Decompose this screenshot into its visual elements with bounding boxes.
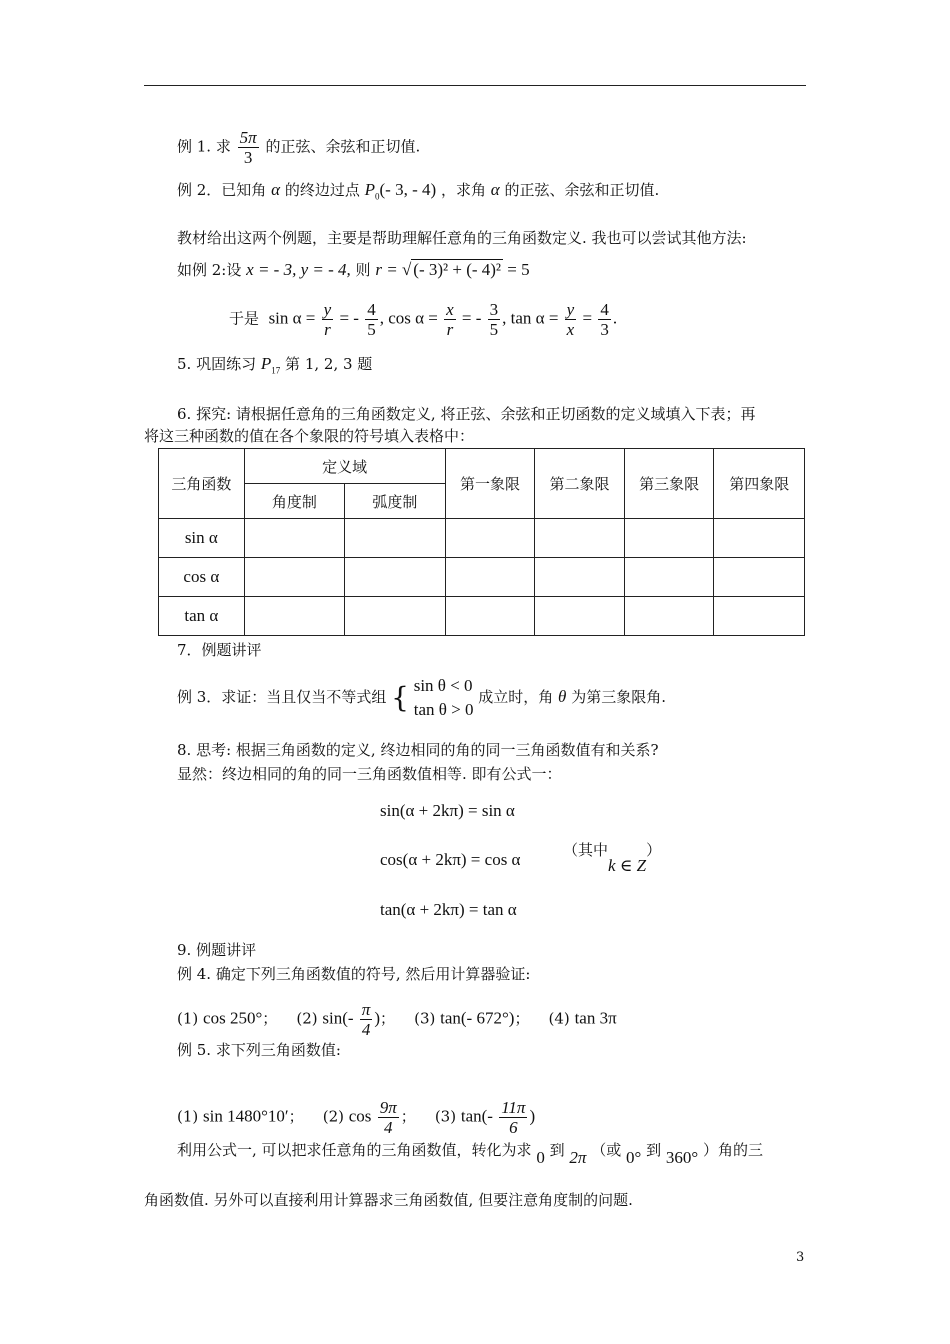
table-cell	[244, 558, 345, 597]
table-cell	[624, 597, 714, 636]
formula-tan: tan(α + 2kπ) = tan α	[380, 900, 517, 919]
table-cell	[244, 597, 345, 636]
item-7: 7．例题讲评	[177, 641, 262, 659]
example-5-items: (1) sin 1480°10′； (2) cos $\frac{9\pi}{4}$ ； (3) tan(- $\frac{11\pi}{6}$ )	[177, 1098, 536, 1137]
table-cell	[714, 558, 805, 597]
table-cell	[535, 558, 625, 597]
table-cell	[445, 519, 535, 558]
paragraph-last-line-1: 利用公式一, 可以把求任意角的三角函数值，转化为求 0 到 2π （或 0° 到 360° ）角的三	[177, 1141, 764, 1167]
item-9: 9. 例题讲评	[177, 941, 257, 959]
header-quadrant-4: 第四象限	[714, 449, 805, 519]
item-8-line-2: 显然：终边相同的角的同一三角函数值相等. 即有公式一：	[177, 765, 562, 783]
header-domain: 定义域	[244, 449, 445, 484]
header-quadrant-1: 第一象限	[445, 449, 535, 519]
trig-values-line: 于是 sin α = $\frac{y}{r}$ = - $\frac{4}{5}$ , cos α = $\frac{x}{r}$ = - $\frac{3}{5}$ , tan α = $\frac{y}{x}$ = $\frac{4}{3}$ .	[229, 300, 618, 339]
paragraph-last-line-2: 角函数值. 另外可以直接利用计算器求三角函数值, 但要注意角度制的问题.	[144, 1191, 633, 1209]
table-cell	[345, 558, 446, 597]
header-radian: 弧度制	[345, 484, 446, 519]
example-2-solution: 如例 2:设 x = - 3, y = - 4, 则 r = √ (- 3)² + (- 4)² = 5	[177, 260, 530, 279]
formula-note: （其中k ∈ Z）	[563, 841, 662, 875]
page-number: 3	[796, 1250, 805, 1265]
example-2: 例 2．已知角 α 的终边过点 $P_0(-$ 3, - 4) ，求角 α 的正弦、余弦和正切值.	[177, 180, 660, 202]
table-cell	[445, 558, 535, 597]
sign-table	[158, 448, 805, 636]
row-cos: cos α	[159, 558, 245, 597]
table-cell	[445, 597, 535, 636]
example-4-items: (1) cos 250°； (2) sin(- $\frac{\pi}{4}$ )； (3) tan(- 672°)； (4) tan 3π	[177, 1000, 617, 1039]
table-cell	[535, 519, 625, 558]
item-5-practice: 5. 巩固练习 $P_{17}$ 第 1, 2, 3 题	[177, 354, 373, 376]
table-cell	[714, 519, 805, 558]
table-cell	[624, 558, 714, 597]
table-cell	[624, 519, 714, 558]
formula-cos: cos(α + 2kπ) = cos α	[380, 850, 521, 869]
header-quadrant-3: 第三象限	[624, 449, 714, 519]
table-cell	[345, 597, 446, 636]
paragraph-intro: 教材给出这两个例题，主要是帮助理解任意角的三角函数定义. 我也可以尝试其他方法:	[177, 229, 747, 247]
table-cell	[244, 519, 345, 558]
example-5-label: 例 5. 求下列三角函数值:	[177, 1041, 341, 1059]
table-cell	[345, 519, 446, 558]
header-function: 三角函数	[159, 449, 245, 519]
header-rule	[144, 85, 806, 86]
fraction-5pi-3: $\frac{5\pi}{3}$	[239, 128, 257, 167]
row-tan: tan α	[159, 597, 245, 636]
table-cell	[714, 597, 805, 636]
table-cell	[535, 597, 625, 636]
item-8-line-1: 8. 思考: 根据三角函数的定义, 终边相同的角的同一三角函数值有和关系?	[177, 741, 659, 759]
item-6-line-2: 将这三种函数的值在各个象限的符号填入表格中：	[144, 427, 475, 445]
example-4-label: 例 4. 确定下列三角函数值的符号, 然后用计算器验证:	[177, 965, 531, 983]
item-6-line-1: 6. 探究: 请根据任意角的三角函数定义, 将正弦、余弦和正切函数的定义域填入下表；再	[177, 405, 756, 423]
header-degree: 角度制	[244, 484, 345, 519]
row-sin: sin α	[159, 519, 245, 558]
formula-sin: sin(α + 2kπ) = sin α	[380, 801, 515, 820]
example-3: 例 3．求证：当且仅当不等式组 { sin θ < 0 tan θ > 0 成立时，角 θ 为第三象限角.	[177, 676, 666, 719]
header-quadrant-2: 第二象限	[535, 449, 625, 519]
example-1: 例 1. 求 $\frac{5\pi}{3}$ 的正弦、余弦和正切值.	[177, 128, 421, 167]
